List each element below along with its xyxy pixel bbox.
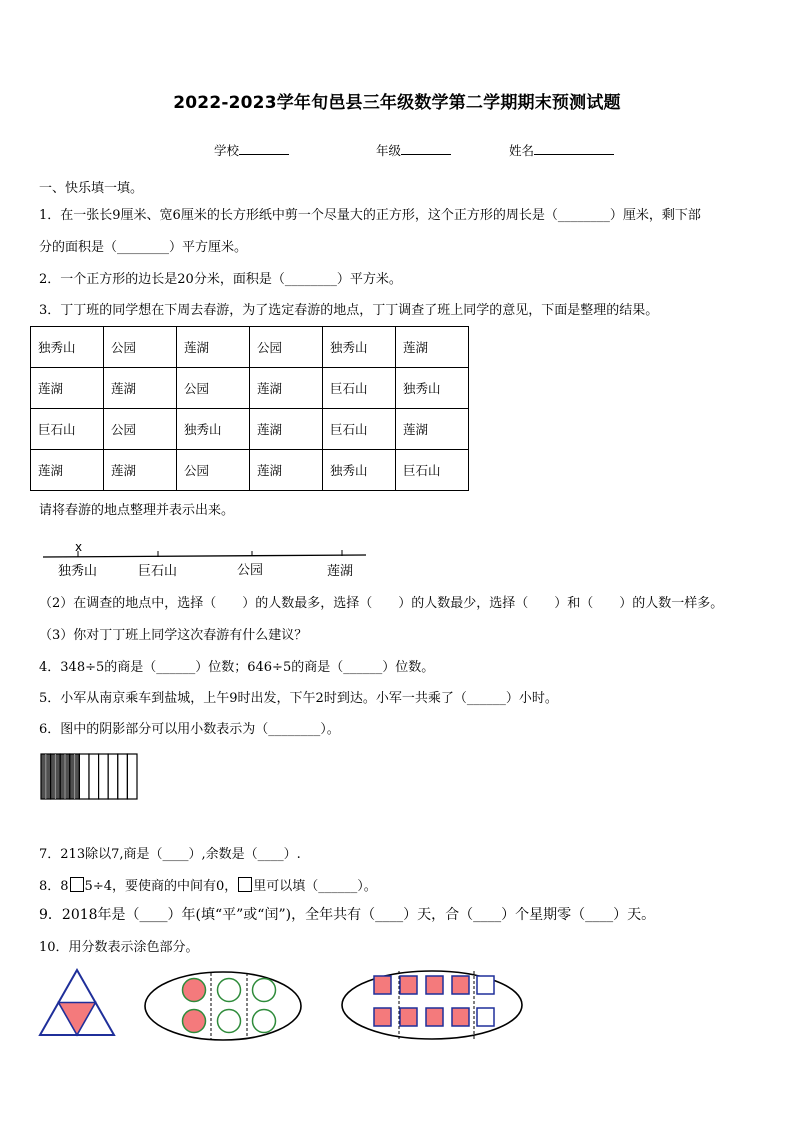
question-3: 3．丁丁班的同学想在下周去春游，为了选定春游的地点，丁丁调查了班上同学的意见，下面是整理的结果。 xyxy=(39,303,659,318)
table-cell: 独秀山 xyxy=(323,327,396,368)
circle-ellipse-figure xyxy=(145,972,301,1040)
axis-label-dushanshan: 独秀山 xyxy=(58,564,98,579)
triangle-figure xyxy=(40,970,114,1035)
question-8-suffix: 里可以填（______）。 xyxy=(253,879,377,894)
table-cell: 莲湖 xyxy=(250,368,323,409)
question-5: 5．小军从南京乘车到盐城，上午9时出发，下午2时到达。小军一共乘了（______）小时。 xyxy=(39,691,558,706)
empty-circle xyxy=(253,979,276,1002)
digit-box[interactable] xyxy=(70,877,84,892)
grade-blank[interactable] xyxy=(401,142,451,155)
school-label: 学校 xyxy=(214,143,240,158)
question-3-sub-3: （3）你对丁丁班上同学这次春游有什么建议？ xyxy=(39,628,308,643)
empty-strip xyxy=(89,754,99,799)
empty-strip xyxy=(99,754,109,799)
section-heading: 一、快乐填一填。 xyxy=(39,181,144,196)
table-cell: 莲湖 xyxy=(396,327,469,368)
table-row xyxy=(31,409,469,450)
question-10: 10．用分数表示涂色部分。 xyxy=(39,940,199,955)
question-6: 6．图中的阴影部分可以用小数表示为（________）。 xyxy=(39,722,340,737)
axis-label-gongyuan: 公园 xyxy=(237,563,264,578)
question-7: 7．213除以7,商是（____）,余数是（____）. xyxy=(39,847,301,862)
table-cell: 莲湖 xyxy=(31,450,104,491)
shaded-square xyxy=(374,976,391,994)
digit-box[interactable] xyxy=(238,877,252,892)
table-cell: 莲湖 xyxy=(396,409,469,450)
question-8-prefix: 8．8 xyxy=(39,879,69,894)
table-row xyxy=(31,450,469,491)
empty-square xyxy=(477,1008,494,1026)
table-cell: 莲湖 xyxy=(250,450,323,491)
table-cell: 巨石山 xyxy=(31,409,104,450)
axis-label-lianhu: 莲湖 xyxy=(327,564,354,579)
empty-square xyxy=(477,976,494,994)
question-1-line-1: 1．在一张长9厘米、宽6厘米的长方形纸中剪一个尽量大的正方形，这个正方形的周长是（________）厘米，剩下部 xyxy=(39,208,701,223)
empty-circle xyxy=(253,1010,276,1033)
question-8 xyxy=(39,877,377,895)
shaded-square xyxy=(400,1008,417,1026)
table-cell: 巨石山 xyxy=(323,368,396,409)
empty-strip xyxy=(79,754,89,799)
shaded-square xyxy=(374,1008,391,1026)
shaded-circle xyxy=(183,1010,206,1033)
empty-strip xyxy=(118,754,128,799)
shaded-square xyxy=(426,976,443,994)
question-4: 4．348÷5的商是（______）位数；646÷5的商是（______）位数。 xyxy=(39,660,435,675)
grade-field[interactable] xyxy=(376,141,451,159)
shaded-triangle xyxy=(59,1003,96,1036)
school-blank[interactable] xyxy=(239,142,289,155)
survey-table xyxy=(30,326,469,491)
shaded-square xyxy=(400,976,417,994)
name-field[interactable] xyxy=(509,141,614,159)
table-cell: 巨石山 xyxy=(323,409,396,450)
table-cell: 独秀山 xyxy=(323,450,396,491)
question-8-middle: 5÷4，要使商的中间有0， xyxy=(84,879,238,894)
shaded-square xyxy=(452,1008,469,1026)
question-3-instruction: 请将春游的地点整理并表示出来。 xyxy=(39,503,235,518)
table-cell: 独秀山 xyxy=(31,327,104,368)
table-row xyxy=(31,327,469,368)
table-cell: 独秀山 xyxy=(396,368,469,409)
table-cell: 莲湖 xyxy=(104,450,177,491)
table-cell: 公园 xyxy=(104,409,177,450)
table-cell: 莲湖 xyxy=(177,327,250,368)
table-cell: 公园 xyxy=(250,327,323,368)
question-9: 9．2018年是（____）年(填“平”或“闰”)，全年共有（____）天，合（____）个星期零（____）天。 xyxy=(39,907,656,923)
name-blank[interactable] xyxy=(534,142,614,155)
square-ellipse-figure xyxy=(342,971,522,1039)
table-cell: 巨石山 xyxy=(396,450,469,491)
table-cell: 公园 xyxy=(177,368,250,409)
question-1-line-2: 分的面积是（________）平方厘米。 xyxy=(39,240,248,255)
table-cell: 公园 xyxy=(104,327,177,368)
question-2: 2．一个正方形的边长是20分米，面积是（________）平方米。 xyxy=(39,272,402,287)
question-3-sub-2: （2）在调查的地点中，选择（ ）的人数最多，选择（ ）的人数最少，选择（ ）和（ ）的人数一样多。 xyxy=(39,596,724,611)
axis-line xyxy=(43,555,366,557)
axis-label-jushishan: 巨石山 xyxy=(138,564,178,579)
tally-axis xyxy=(40,540,370,580)
school-field[interactable] xyxy=(214,141,289,159)
fraction-figures xyxy=(34,965,534,1045)
table-cell: 莲湖 xyxy=(31,368,104,409)
table-cell: 莲湖 xyxy=(250,409,323,450)
page-title: 2022-2023学年旬邑县三年级数学第二学期期末预测试题 xyxy=(173,93,621,113)
empty-circle xyxy=(218,1010,241,1033)
grade-label: 年级 xyxy=(376,143,402,158)
shaded-square xyxy=(452,976,469,994)
table-cell: 公园 xyxy=(177,450,250,491)
axis-tally-mark: x xyxy=(75,540,83,554)
shaded-square xyxy=(426,1008,443,1026)
table-cell: 莲湖 xyxy=(104,368,177,409)
empty-strip xyxy=(108,754,118,799)
shaded-circle xyxy=(183,979,206,1002)
table-row xyxy=(31,368,469,409)
empty-strip xyxy=(127,754,137,799)
name-label: 姓名 xyxy=(509,143,535,158)
empty-circle xyxy=(218,979,241,1002)
decimal-strip-figure xyxy=(40,753,140,801)
table-cell: 独秀山 xyxy=(177,409,250,450)
